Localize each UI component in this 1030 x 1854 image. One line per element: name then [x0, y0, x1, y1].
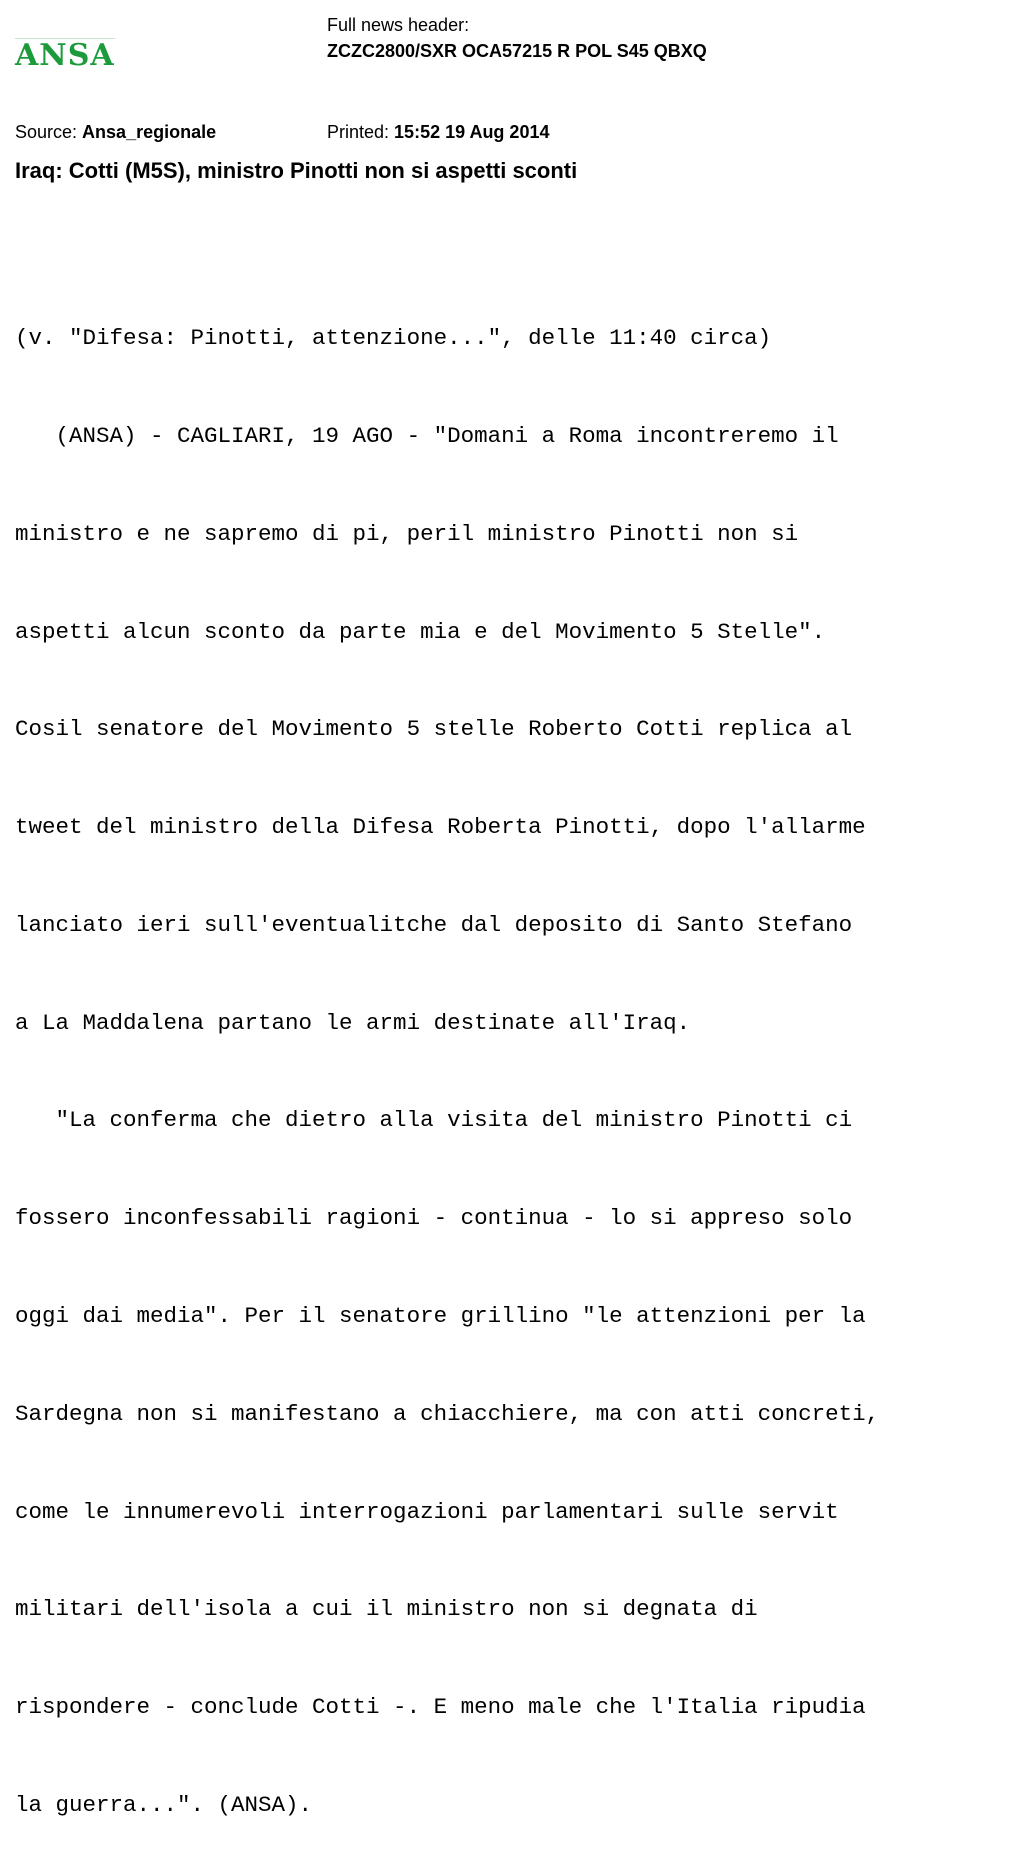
body-line: "La conferma che dietro alla visita del ministro Pinotti ci	[15, 1107, 853, 1134]
body-line: rispondere - conclude Cotti -. E meno male che l'Italia ripudia	[15, 1694, 866, 1721]
body-line: come le innumerevoli interrogazioni parlamentari sulle servit	[15, 1498, 839, 1525]
article-title: Iraq: Cotti (M5S), ministro Pinotti non si aspetti sconti	[15, 158, 578, 183]
body-line: fossero inconfessabili ragioni - continua - lo si appreso solo	[15, 1205, 853, 1232]
news-header-value: ZCZC2800/SXR OCA57215 R POL S45 QBXQ	[327, 41, 707, 61]
source-line	[15, 122, 216, 143]
body-line: aspetti alcun sconto da parte mia e del Movimento 5 Stelle".	[15, 618, 826, 645]
body-line: a La Maddalena partano le armi destinate all'Iraq.	[15, 1009, 691, 1036]
printed-label: Printed:	[327, 122, 395, 142]
article-body	[15, 257, 879, 1854]
body-line: ministro e ne sapremo di pi, peril ministro Pinotti non si	[15, 520, 799, 547]
source-value: Ansa_regionale	[82, 122, 217, 142]
printed-value: 15:52 19 Aug 2014	[394, 122, 550, 142]
body-line: la guerra...". (ANSA).	[15, 1791, 313, 1818]
body-line: (v. "Difesa: Pinotti, attenzione...", delle 11:40 circa)	[15, 325, 772, 352]
body-line: Sardegna non si manifestano a chiacchiere, ma con atti concreti,	[15, 1400, 880, 1427]
source-label: Source:	[15, 122, 83, 142]
body-line: Cosil senatore del Movimento 5 stelle Roberto Cotti replica al	[15, 716, 853, 743]
news-header-label: Full news header:	[327, 15, 470, 35]
body-line: militari dell'isola a cui il ministro non si degnata di	[15, 1596, 758, 1623]
ansa-logo: ANSA	[15, 38, 115, 73]
body-line: oggi dai media". Per il senatore grillino "le attenzioni per la	[15, 1303, 866, 1329]
body-line: tweet del ministro della Difesa Roberta Pinotti, dopo l'allarme	[15, 814, 866, 841]
printed-line	[327, 122, 549, 143]
body-line: (ANSA) - CAGLIARI, 19 AGO - "Domani a Roma incontreremo il	[15, 422, 839, 449]
body-line: lanciato ieri sull'eventualitche dal deposito di Santo Stefano	[15, 911, 853, 938]
